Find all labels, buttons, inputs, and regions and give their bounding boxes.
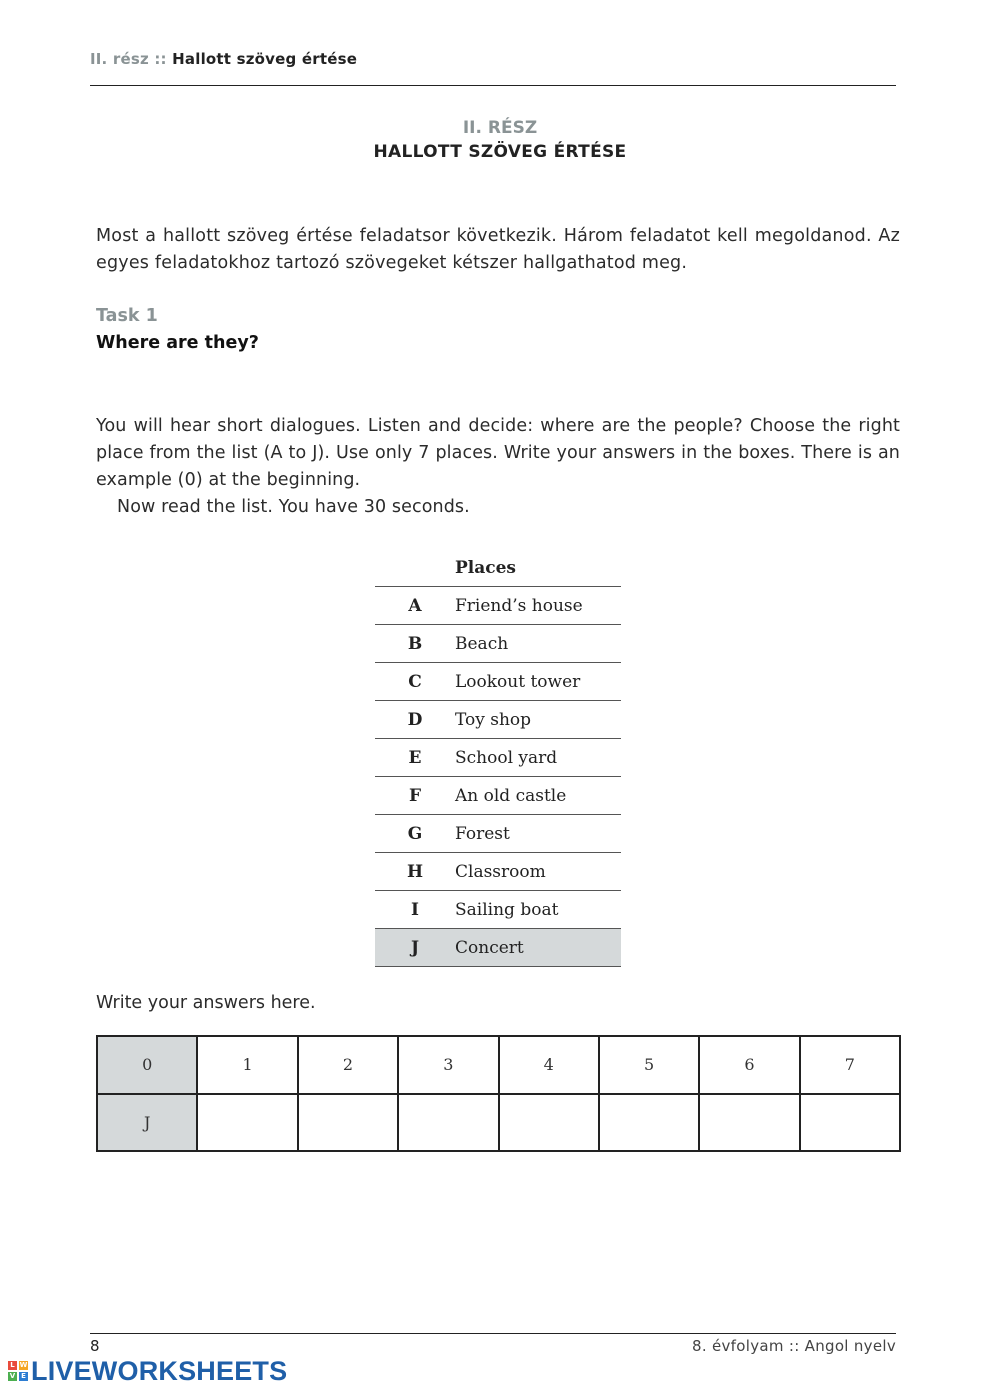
footer-divider — [90, 1333, 896, 1334]
answer-boxes-row — [97, 1094, 900, 1152]
answer-box-4[interactable] — [499, 1094, 599, 1152]
place-name: School yard — [455, 739, 621, 777]
task-label: Task 1 — [96, 306, 158, 326]
logo-icon — [8, 1361, 28, 1381]
place-row — [375, 663, 621, 701]
answer-box-1[interactable] — [197, 1094, 297, 1152]
place-letter: H — [375, 853, 455, 891]
answer-box-2[interactable] — [298, 1094, 398, 1152]
place-row-example — [375, 929, 621, 967]
place-letter: G — [375, 815, 455, 853]
places-table — [375, 549, 621, 967]
answer-number: 5 — [599, 1036, 699, 1094]
place-row — [375, 625, 621, 663]
answer-box-5[interactable] — [599, 1094, 699, 1152]
place-name: Concert — [455, 929, 621, 967]
place-row — [375, 853, 621, 891]
place-row — [375, 891, 621, 929]
place-name: Forest — [455, 815, 621, 853]
answer-box-3[interactable] — [398, 1094, 498, 1152]
answer-number: 3 — [398, 1036, 498, 1094]
logo-letter: V — [9, 1372, 16, 1380]
places-header-row — [375, 549, 621, 587]
place-letter: A — [375, 587, 455, 625]
place-letter: E — [375, 739, 455, 777]
place-row — [375, 739, 621, 777]
place-name: Lookout tower — [455, 663, 621, 701]
answer-box-7[interactable] — [800, 1094, 900, 1152]
page-number: 8 — [90, 1337, 100, 1355]
places-header: Places — [455, 557, 516, 578]
answer-number-example: 0 — [97, 1036, 197, 1094]
place-row — [375, 587, 621, 625]
place-name: An old castle — [455, 777, 621, 815]
answer-box-example: J — [97, 1094, 197, 1152]
answers-grid — [96, 1035, 901, 1152]
answer-number: 7 — [800, 1036, 900, 1094]
place-name: Sailing boat — [455, 891, 621, 929]
task-instructions — [96, 413, 900, 521]
answer-number: 1 — [197, 1036, 297, 1094]
place-name: Classroom — [455, 853, 621, 891]
place-name: Friend’s house — [455, 587, 621, 625]
answer-number: 6 — [699, 1036, 799, 1094]
header-divider — [90, 85, 896, 86]
place-letter: F — [375, 777, 455, 815]
answer-number: 2 — [298, 1036, 398, 1094]
section-prefix: II. rész :: — [90, 50, 167, 68]
intro-paragraph: Most a hallott szöveg értése feladatsor következik. Három feladatot kell megoldanod. Az egyes feladatokhoz tartozó szövegeket kétszer hallgathatod meg. — [96, 226, 900, 273]
logo-text: LIVEWORKSHEETS — [31, 1355, 288, 1386]
place-name: Beach — [455, 625, 621, 663]
place-letter: D — [375, 701, 455, 739]
place-name: Toy shop — [455, 701, 621, 739]
instructions-read-list: Now read the list. You have 30 seconds. — [117, 497, 470, 517]
place-letter: C — [375, 663, 455, 701]
place-row — [375, 701, 621, 739]
answer-numbers-row — [97, 1036, 900, 1094]
footer-subject: 8. évfolyam :: Angol nyelv — [692, 1337, 896, 1355]
instructions-text: You will hear short dialogues. Listen and decide: where are the people? Choose the right place from the list (A to J). Use only 7 places. Write your answers in the boxes. There is an example (0) at the beginning. — [96, 416, 900, 490]
part-heading — [0, 118, 1000, 166]
task-title: Where are they? — [96, 333, 259, 353]
place-letter: I — [375, 891, 455, 929]
place-letter: B — [375, 625, 455, 663]
part-number: II. RÉSZ — [462, 118, 538, 138]
logo-letter: E — [19, 1372, 28, 1381]
place-row — [375, 815, 621, 853]
answers-label: Write your answers here. — [96, 993, 316, 1013]
places-header-spacer — [375, 549, 455, 587]
liveworksheets-logo[interactable] — [8, 1356, 287, 1386]
running-head — [90, 50, 357, 68]
place-letter: J — [375, 929, 455, 967]
part-title: HALLOTT SZÖVEG ÉRTÉSE — [373, 142, 627, 162]
logo-letter: L — [8, 1361, 17, 1370]
place-row — [375, 777, 621, 815]
answer-box-6[interactable] — [699, 1094, 799, 1152]
logo-letter: W — [19, 1361, 28, 1369]
answer-number: 4 — [499, 1036, 599, 1094]
section-title: Hallott szöveg értése — [172, 50, 358, 68]
